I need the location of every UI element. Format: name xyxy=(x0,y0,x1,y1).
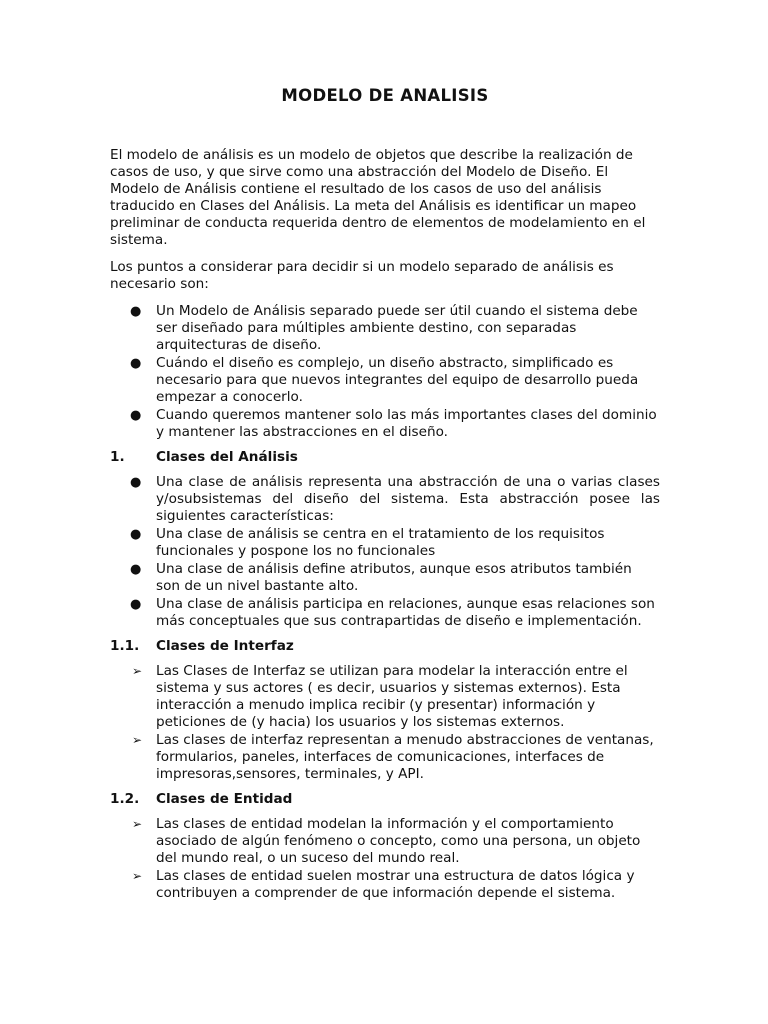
list-item xyxy=(110,663,660,731)
points-intro-paragraph: Los puntos a considerar para decidir si un modelo separado de análisis es necesario son: xyxy=(110,259,614,292)
list-item-text: Las clases de entidad modelan la información y el comportamiento asociado de algún fenómeno o concepto, como una persona, un objeto del mundo real, o un suceso del mundo real. xyxy=(156,816,641,866)
bullet-icon: ● xyxy=(130,527,142,542)
section-title: Clases del Análisis xyxy=(156,449,298,465)
list-item xyxy=(110,303,660,354)
bullet-icon: ● xyxy=(130,475,142,490)
list-item xyxy=(110,526,660,560)
intro-paragraph: El modelo de análisis es un modelo de objetos que describe la realización de casos de uso, y que sirve como una abstracción del Modelo de Diseño. El Modelo de Análisis contiene el resultado de los casos de uso del análisis traducido en Clases del Análisis. La meta del Análisis es identificar un mapeo preliminar de conducta requerida dentro de elementos de modelamiento en el sistema. xyxy=(110,147,646,248)
list-item xyxy=(110,732,660,783)
bullet-icon: ● xyxy=(130,408,142,423)
list-item xyxy=(110,355,660,406)
section-1-1-list xyxy=(110,663,660,783)
section-number: 1.2. xyxy=(110,791,140,807)
list-item xyxy=(110,407,660,441)
list-item-text: Una clase de análisis se centra en el tratamiento de los requisitos funcionales y pospone los no funcionales xyxy=(156,526,605,559)
list-item-text: Cuando queremos mantener solo las más importantes clases del dominio y mantener las abstracciones en el diseño. xyxy=(156,407,657,440)
bullet-icon: ● xyxy=(130,597,142,612)
list-item-text: Una clase de análisis participa en relaciones, aunque esas relaciones son más conceptuales que sus contrapartidas de diseño e implementación. xyxy=(156,596,655,629)
list-item xyxy=(110,816,660,867)
section-heading xyxy=(110,791,660,808)
section-1-list xyxy=(110,474,660,630)
list-item xyxy=(110,596,660,630)
section-heading xyxy=(110,449,660,466)
section-number: 1.1. xyxy=(110,638,140,654)
arrow-bullet-icon: ➢ xyxy=(132,817,143,831)
list-item-text: Las clases de interfaz representan a menudo abstracciones de ventanas, formularios, paneles, interfaces de comunicaciones, interfaces de impresoras,sensores, terminales, y API. xyxy=(156,732,654,782)
arrow-bullet-icon: ➢ xyxy=(132,733,143,747)
list-item-text: Una clase de análisis representa una abstracción de una o varias clases y/osubsistemas del diseño del sistema. Esta abstracción posee las siguientes características: xyxy=(156,474,660,524)
bullet-icon: ● xyxy=(130,304,142,319)
list-item-text: Las Clases de Interfaz se utilizan para modelar la interacción entre el sistema y sus actores ( es decir, usuarios y sistemas externos). Esta interacción a menudo implica recibir (y presentar) información y peticiones de (y hacia) los usuarios y los sistemas externos. xyxy=(156,663,628,730)
section-title: Clases de Interfaz xyxy=(156,638,294,654)
section-number: 1. xyxy=(110,449,125,465)
list-item-text: Una clase de análisis define atributos, aunque esos atributos también son de un nivel bastante alto. xyxy=(156,561,632,594)
arrow-bullet-icon: ➢ xyxy=(132,869,143,883)
bullet-icon: ● xyxy=(130,356,142,371)
list-item xyxy=(110,561,660,595)
bullet-icon: ● xyxy=(130,562,142,577)
section-1-2-list xyxy=(110,816,660,902)
points-list xyxy=(110,303,660,441)
list-item xyxy=(110,868,660,902)
list-item xyxy=(110,474,660,525)
section-heading xyxy=(110,638,660,655)
list-item-text: Las clases de entidad suelen mostrar una estructura de datos lógica y contribuyen a comprender de que información depende el sistema. xyxy=(156,868,635,901)
list-item-text: Un Modelo de Análisis separado puede ser útil cuando el sistema debe ser diseñado para múltiples ambiente destino, con separadas arquitecturas de diseño. xyxy=(156,303,638,353)
arrow-bullet-icon: ➢ xyxy=(132,664,143,678)
list-item-text: Cuándo el diseño es complejo, un diseño abstracto, simplificado es necesario para que nuevos integrantes del equipo de desarrollo pueda empezar a conocerlo. xyxy=(156,355,639,405)
document-title: MODELO DE ANALISIS xyxy=(281,86,489,105)
section-title: Clases de Entidad xyxy=(156,791,293,807)
